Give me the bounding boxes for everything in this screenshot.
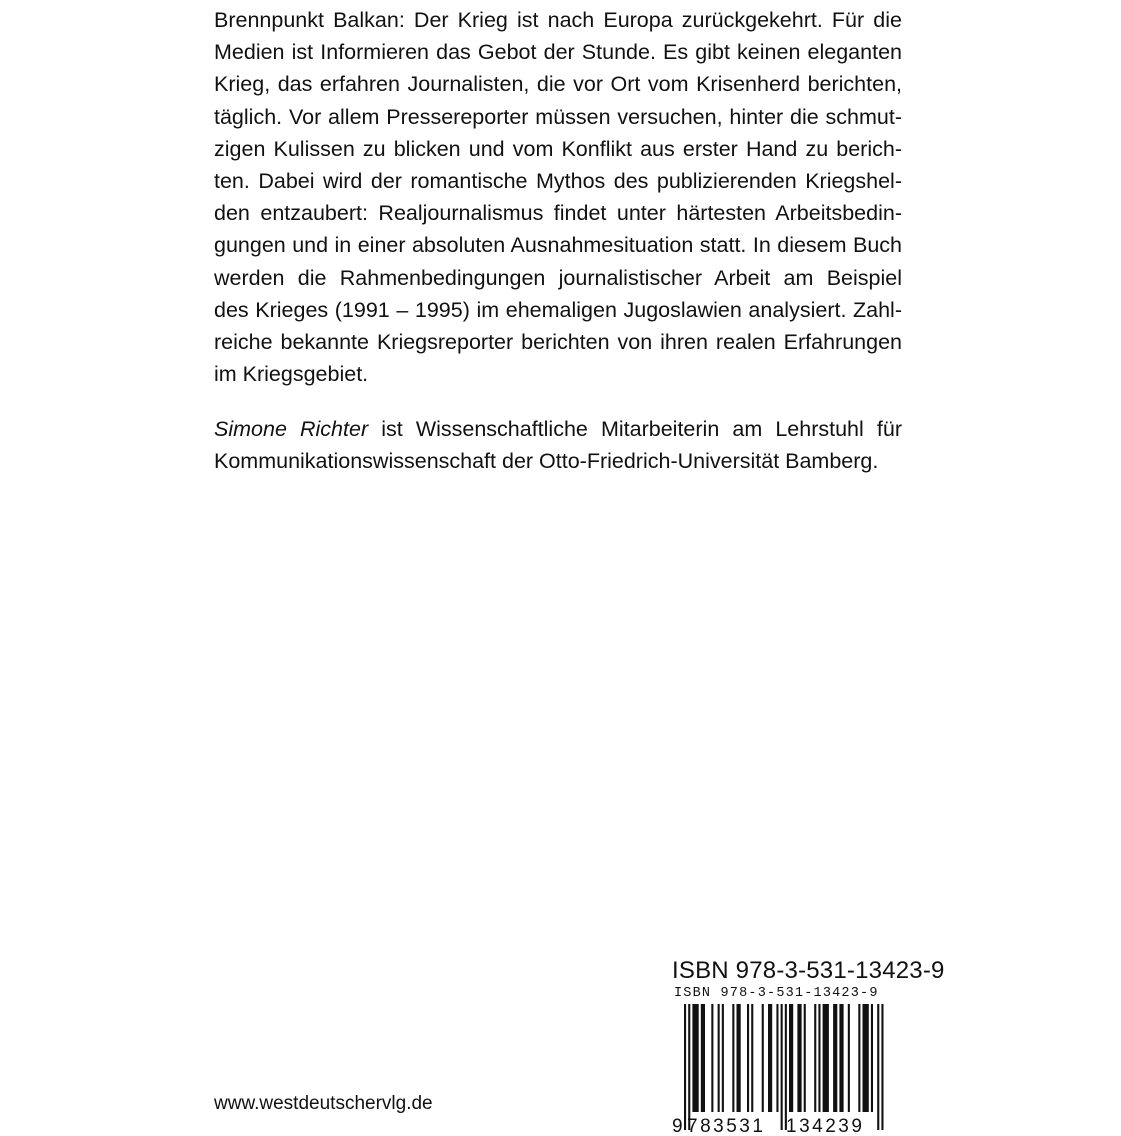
barcode-bar xyxy=(718,1004,720,1112)
barcode-bar xyxy=(863,1004,869,1112)
blurb-line: Krieg, das erfahren Journalisten, die vor Ort vom Krisenherd berichten, xyxy=(214,72,902,97)
barcode-bar xyxy=(722,1004,724,1112)
blurb-line: Brennpunkt Balkan: Der Krieg ist nach Europa zurückgekehrt. Für die xyxy=(214,8,902,32)
blurb-text xyxy=(214,4,902,390)
barcode-bar xyxy=(711,1004,713,1112)
author-bio xyxy=(214,413,902,477)
blurb-line: zigen Kulissen zu blicken und vom Konflikt aus erster Hand zu berich- xyxy=(214,136,902,161)
barcode-guard-bar xyxy=(785,1004,787,1130)
barcode-guard-bar xyxy=(781,1004,783,1130)
barcode-digits-right: 134239 xyxy=(786,1116,865,1136)
barcode-bar xyxy=(848,1004,850,1112)
barcode-bar xyxy=(814,1004,816,1112)
barcode-digit-lead: 9 xyxy=(672,1116,683,1136)
blurb-line: gungen und in einer absoluten Ausnahmesituation statt. In diesem Buch xyxy=(214,233,902,258)
isbn-small-label: ISBN 978-3-531-13423-9 xyxy=(674,986,879,1001)
blurb-line: reiche bekannte Kriegsreporter berichten von ihren realen Erfahrungen xyxy=(214,329,902,354)
barcode-bar xyxy=(839,1004,843,1112)
barcode-bar xyxy=(692,1004,698,1112)
blurb-line: Medien ist Informieren das Gebot der Stunde. Es gibt keinen eleganten xyxy=(214,40,902,65)
blurb-line: den entzaubert: Realjournalismus findet unter härtesten Arbeitsbedin- xyxy=(214,201,902,226)
publisher-website: www.westdeutschervlg.de xyxy=(214,1093,433,1114)
barcode-bar xyxy=(871,1004,873,1112)
barcode-guard-bar xyxy=(877,1004,879,1130)
barcode-bar xyxy=(789,1004,793,1112)
barcode-bar xyxy=(768,1004,772,1112)
blurb-line: täglich. Vor allem Pressereporter müssen versuchen, hinter die schmut- xyxy=(214,104,902,129)
author-name: Simone Richter xyxy=(214,417,369,441)
blurb-line: im Kriegsgebiet. xyxy=(214,362,369,387)
blurb-line: ten. Dabei wird der romantische Mythos des publizierenden Kriegshel- xyxy=(214,168,902,193)
barcode xyxy=(672,986,896,1136)
barcode-bar xyxy=(732,1004,734,1112)
blurb-line: werden die Rahmenbedingungen journalistischer Arbeit am Beispiel xyxy=(214,265,902,290)
barcode-bar xyxy=(823,1004,829,1112)
barcode-bar xyxy=(751,1004,753,1112)
blurb-line: des Krieges (1991 – 1995) im ehemaligen Jugoslawien analysiert. Zahl- xyxy=(214,297,902,322)
barcode-guard-bar xyxy=(881,1004,883,1130)
barcode-bar xyxy=(833,1004,837,1112)
barcode-guard-bar xyxy=(688,1004,690,1130)
barcode-digits-left: 783531 xyxy=(687,1116,766,1136)
barcode-guard-bar xyxy=(684,1004,686,1130)
barcode-bar xyxy=(776,1004,778,1112)
author-bio-line xyxy=(214,413,902,445)
barcode-bar xyxy=(797,1004,801,1112)
author-bio-text: ist Wissenschaftliche Mitarbeiterin am Lehrstuhl für xyxy=(368,417,902,441)
isbn-label: ISBN 978-3-531-13423-9 xyxy=(672,957,945,984)
author-bio-line: Kommunikationswissenschaft der Otto-Friedrich-Universität Bamberg. xyxy=(214,449,879,474)
barcode-bar xyxy=(737,1004,741,1112)
barcode-bar xyxy=(762,1004,764,1112)
barcode-bar xyxy=(701,1004,705,1112)
barcode-bar xyxy=(858,1004,860,1112)
barcode-bar xyxy=(818,1004,820,1112)
barcode-graphic xyxy=(672,1004,896,1136)
barcode-bar xyxy=(747,1004,749,1112)
barcode-bar xyxy=(804,1004,806,1112)
